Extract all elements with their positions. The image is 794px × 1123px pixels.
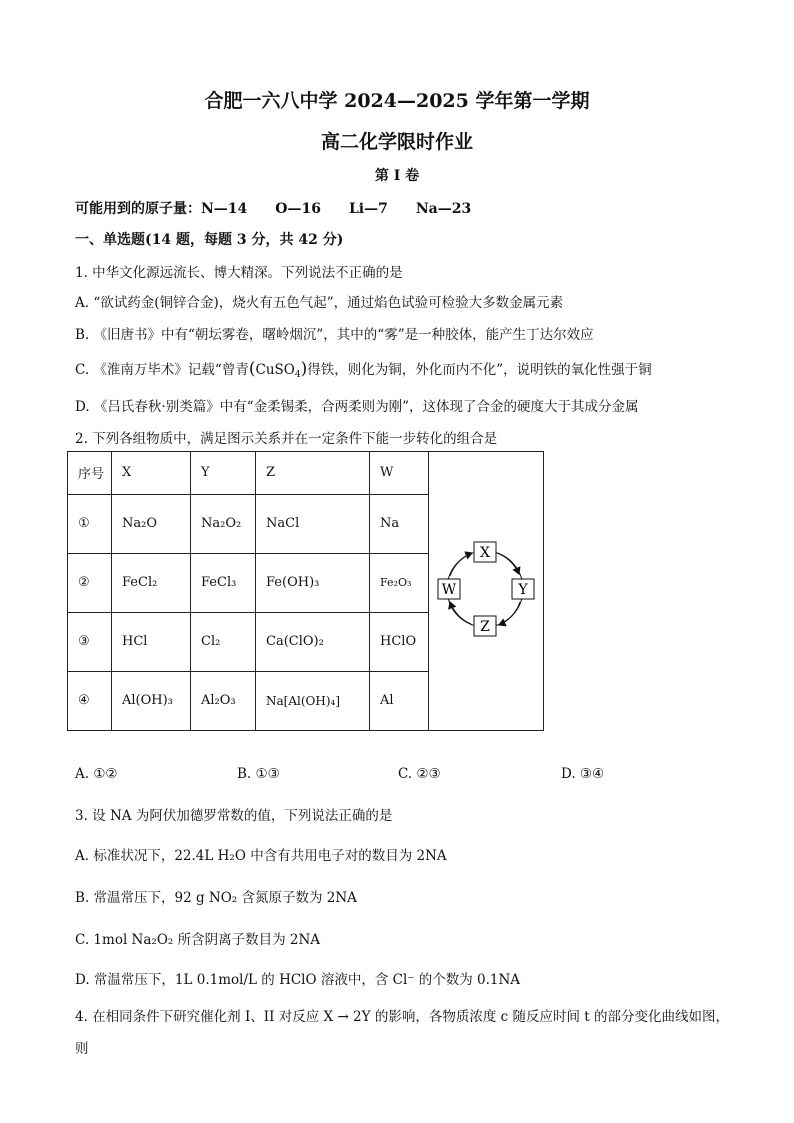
- table-cell: Na₂O: [112, 494, 191, 553]
- table-cell: Al₂O₃: [191, 671, 256, 730]
- table-header-x: X: [112, 452, 191, 495]
- table-header-w: W: [370, 452, 429, 495]
- exam-subtitle: 高二化学限时作业: [320, 131, 473, 153]
- table-cell: FeCl₂: [112, 553, 191, 612]
- q3-option-c: C. 1mol Na₂O₂ 所含阴离子数目为 2NA: [75, 932, 321, 948]
- q1-option-a: A. “欲试药金(铜锌合金)，烧火有五色气起”，通过焰色试验可检验大多数金属元素: [75, 295, 564, 311]
- table-cell: ①: [68, 494, 112, 553]
- q4-stem-line2: 则: [75, 1041, 89, 1057]
- table-cell: Fe₂O₃: [370, 553, 429, 612]
- table-cell: HCl: [112, 612, 191, 671]
- atomic-masses: 可能用到的原子量：N—14 O—16 Li—7 Na—23: [75, 201, 472, 217]
- arrow-w-to-x: [450, 553, 472, 576]
- q3-stem: 3. 设 NA 为阿伏加德罗常数的值，下列说法正确的是: [75, 808, 393, 824]
- node-y-label: Y: [518, 582, 528, 598]
- q2-option-c: C. ②③: [398, 766, 441, 782]
- q2-stem: 2. 下列各组物质中，满足图示关系并在一定条件下能一步转化的组合是: [75, 431, 498, 447]
- table-header-z: Z: [256, 452, 370, 495]
- q2-option-d: D. ③④: [561, 766, 605, 782]
- q1-option-b: B. 《旧唐书》中有“朝坛雾卷，曙岭烟沉”，其中的“雾”是一种胶体，能产生丁达尔效应: [75, 327, 594, 343]
- q3-option-a: A. 标准状况下，22.4L H₂O 中含有共用电子对的数目为 2NA: [75, 848, 447, 864]
- exam-title: 合肥一六八中学 2024—2025 学年第一学期: [204, 90, 590, 112]
- table-header-index: 序号: [68, 452, 112, 495]
- q3-option-d: D. 常温常压下，1L 0.1mol/L 的 HClO 溶液中，含 Cl⁻ 的个数为 0.1NA: [75, 972, 521, 988]
- table-cell: ③: [68, 612, 112, 671]
- q1-stem: 1. 中华文化源远流长、博大精深。下列说法不正确的是: [75, 265, 403, 281]
- arrow-z-to-w: [450, 602, 471, 624]
- q4-stem-line1: 4. 在相同条件下研究催化剂 I、II 对反应 X → 2Y 的影响，各物质浓度 c 随反应时间 t 的部分变化曲线如图，: [75, 1009, 729, 1025]
- arrow-y-to-z: [499, 602, 520, 625]
- q1-option-c-formula: CuSO: [255, 362, 295, 378]
- arrow-x-to-y: [497, 553, 519, 574]
- table-cell: Al: [370, 671, 429, 730]
- q3-option-b: B. 常温常压下，92 g NO₂ 含氮原子数为 2NA: [75, 890, 357, 906]
- q1-option-c-part1: C. 《淮南万毕术》记载“曾青: [75, 362, 249, 378]
- table-cell: Cl₂: [191, 612, 256, 671]
- q1-option-d: D. 《吕氏春秋·别类篇》中有“金柔锡柔，合两柔则为刚”，这体现了合金的硬度大于其成分金属: [75, 399, 639, 415]
- table-cell: Ca(ClO)₂: [256, 612, 370, 671]
- table-cell: Fe(OH)₃: [256, 553, 370, 612]
- table-cell: Na₂O₂: [191, 494, 256, 553]
- cycle-diagram: [429, 452, 543, 726]
- q1-option-c: C. 《淮南万毕术》记载“曾青(CuSO$_4$)得铁，则化为铜，外化而内不化”，说明铁的氧化性强于铜: [75, 359, 652, 380]
- table-cell: Na[Al(OH)₄]: [256, 671, 370, 730]
- table-cell: Na: [370, 494, 429, 553]
- table-cell: ④: [68, 671, 112, 730]
- table-cell: NaCl: [256, 494, 370, 553]
- cycle-diagram-cell: [429, 452, 544, 731]
- q1-option-c-part2: 得铁，则化为铜，外化而内不化”，说明铁的氧化性强于铜: [307, 362, 652, 378]
- table-cell: HClO: [370, 612, 429, 671]
- q2-option-a: A. ①②: [75, 766, 118, 782]
- table-cell: FeCl₃: [191, 553, 256, 612]
- node-x-label: X: [480, 545, 490, 561]
- q2-table: [67, 451, 544, 731]
- table-header-y: Y: [191, 452, 256, 495]
- node-w-label: W: [441, 582, 457, 598]
- table-cell: Al(OH)₃: [112, 671, 191, 730]
- q2-option-b: B. ①③: [237, 766, 280, 782]
- node-z-label: Z: [480, 619, 490, 635]
- section-heading: 一、单选题(14 题，每题 3 分，共 42 分): [75, 232, 344, 248]
- volume-label: 第 I 卷: [374, 168, 420, 184]
- table-cell: ②: [68, 553, 112, 612]
